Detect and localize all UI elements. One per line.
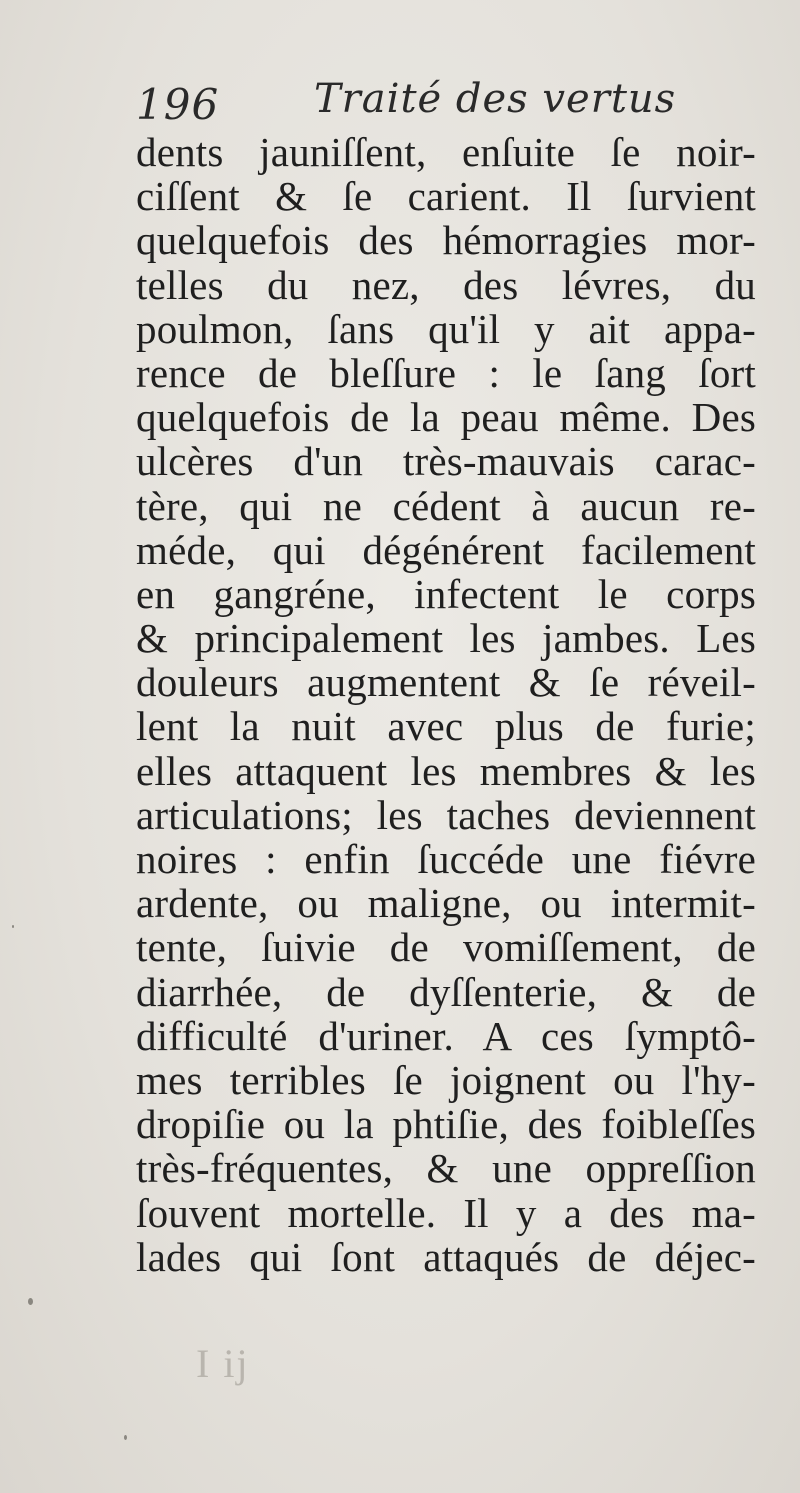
text-line: quelquefois des hémorragies mor- [136,217,756,264]
text-line: quelquefois de la peau même. Des [136,394,756,441]
running-title: Traité des vertus [314,76,677,122]
text-line: méde, qui dégénérent facilement [136,526,756,573]
text-line: dropiſie ou la phtiſie, des foibleſſes [136,1101,756,1148]
text-line: & principalement les jambes. Les [136,615,756,662]
page-number: 196 [136,80,220,129]
signature-mark: I ij [196,1341,250,1386]
paper-speck [12,925,14,928]
text-line: telles du nez, des lévres, du [136,261,756,308]
text-line: ſouvent mortelle. Il y a des ma- [136,1189,756,1236]
text-line: très-fréquentes, & une oppreſſion [136,1145,756,1192]
text-line: rence de bleſſure : le ſang ſort [136,349,756,396]
text-line: poulmon, ſans qu'il y ait appa- [136,305,756,352]
text-line: en gangréne, infectent le corps [136,570,756,617]
text-line: ulcères d'un très-mauvais carac- [136,438,756,485]
body-text [136,130,756,1279]
text-line: noires : enfin ſuccéde une fiévre [136,836,756,882]
text-line: lades qui ſont attaqués de déjec- [136,1233,756,1280]
text-line: dents jauniſſent, enſuite ſe noir- [136,129,756,175]
text-line: tère, qui ne cédent à aucun re- [136,482,756,529]
paper-speck [124,1435,127,1440]
text-line: mes terribles ſe joignent ou l'hy- [136,1056,756,1103]
text-line: tente, ſuivie de vomiſſement, de [136,924,756,971]
page-header [136,72,756,132]
text-line: ciſſent & ſe carient. Il ſurvient [136,173,756,220]
text-line: diarrhée, de dyſſenterie, & de [136,968,756,1015]
text-line: elles attaquent les membres & les [136,747,756,794]
paper-speck [28,1298,33,1305]
text-line: douleurs augmentent & ſe réveil- [136,659,756,706]
text-line: lent la nuit avec plus de furie; [136,703,756,750]
text-line: ardente, ou maligne, ou intermit- [136,880,756,927]
text-line: difficulté d'uriner. A ces ſymptô- [136,1012,756,1059]
text-line: articulations; les taches deviennent [136,791,756,838]
